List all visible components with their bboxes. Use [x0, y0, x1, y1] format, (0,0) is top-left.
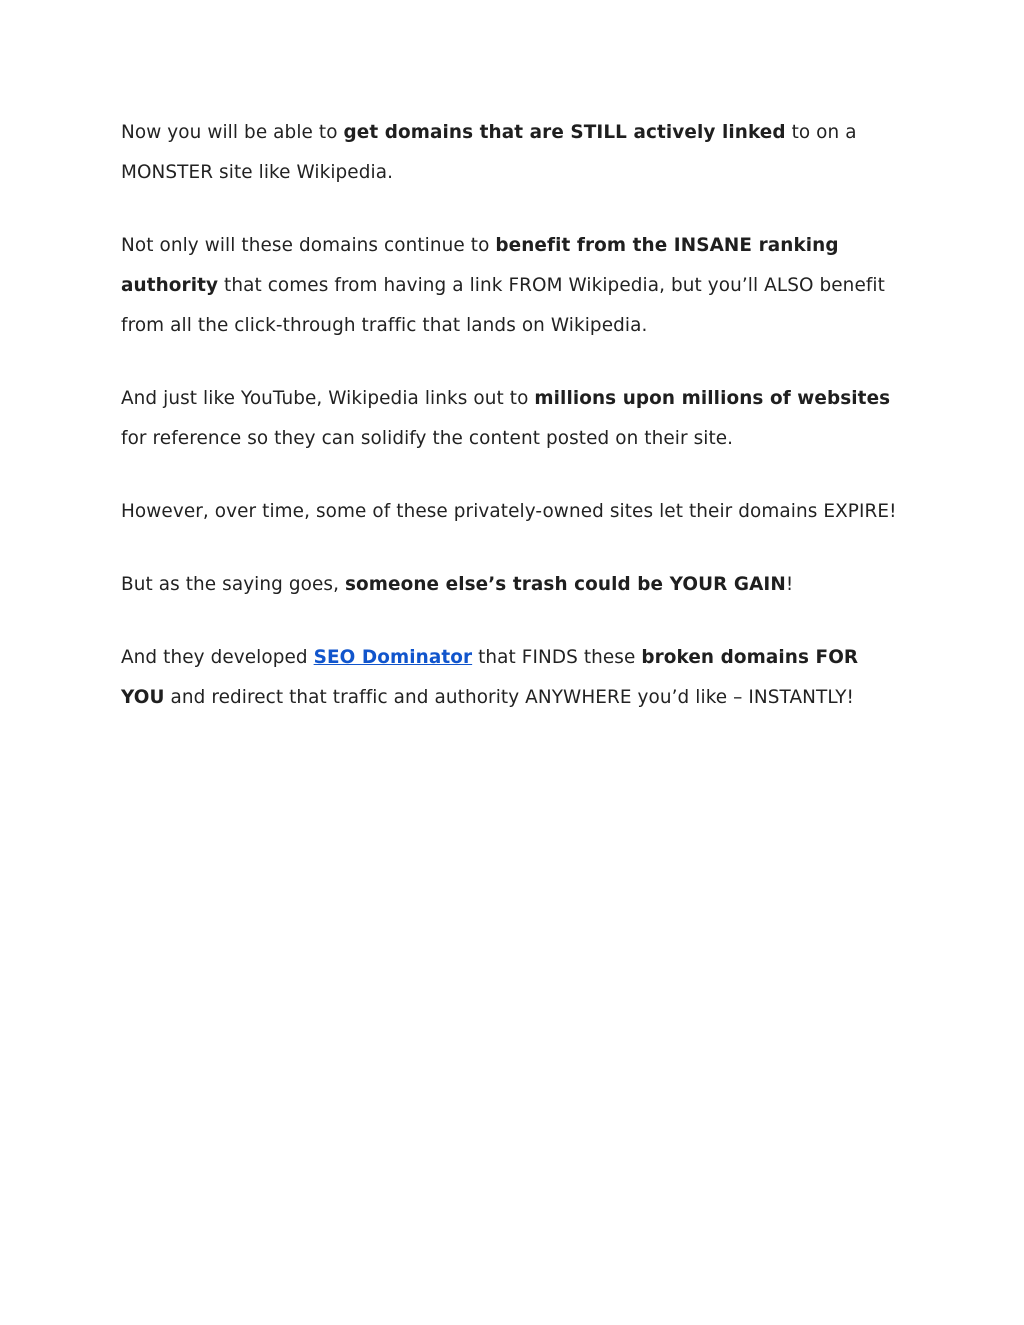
- paragraph-wikipedia-domains: [121, 113, 906, 193]
- paragraph-text: And just like YouTube, Wikipedia links out to: [121, 388, 535, 409]
- paragraph-text: However, over time, some of these privately-owned sites let their domains EXPIRE!: [121, 501, 897, 522]
- bold-text: get domains that are STILL actively linked: [343, 122, 786, 143]
- paragraph-seo-dominator: [121, 638, 906, 718]
- bold-text: benefit from the INSANE ranking authority: [121, 235, 839, 296]
- paragraph-ranking-authority: [121, 226, 906, 346]
- bold-text: someone else’s trash could be YOUR GAIN: [345, 574, 786, 595]
- paragraph-text: that FINDS these: [472, 647, 642, 668]
- paragraph-text: And they developed: [121, 647, 314, 668]
- paragraph-text: to on a MONSTER site like Wikipedia.: [121, 122, 857, 183]
- paragraph-text: and redirect that traffic and authority ANYWHERE you’d like – INSTANTLY!: [164, 687, 855, 708]
- paragraph-millions-of-websites: [121, 379, 906, 459]
- paragraph-text: that comes from having a link FROM Wikipedia, but you’ll ALSO benefit from all the click-through traffic that lands on Wikipedia.: [121, 275, 885, 336]
- paragraph-text: But as the saying goes,: [121, 574, 345, 595]
- seo-dominator-link[interactable]: SEO Dominator: [313, 647, 473, 668]
- paragraph-text: Now you will be able to: [121, 122, 344, 143]
- bold-text: millions upon millions of websites: [534, 388, 891, 409]
- paragraph-text: Not only will these domains continue to: [121, 235, 496, 256]
- paragraph-text: for reference so they can solidify the content posted on their site.: [121, 428, 734, 449]
- paragraph-domains-expire: [121, 492, 906, 532]
- paragraph-your-gain: [121, 565, 906, 605]
- bold-text: broken domains FOR YOU: [121, 647, 859, 708]
- document-body: [121, 113, 906, 751]
- paragraph-text: !: [785, 574, 794, 595]
